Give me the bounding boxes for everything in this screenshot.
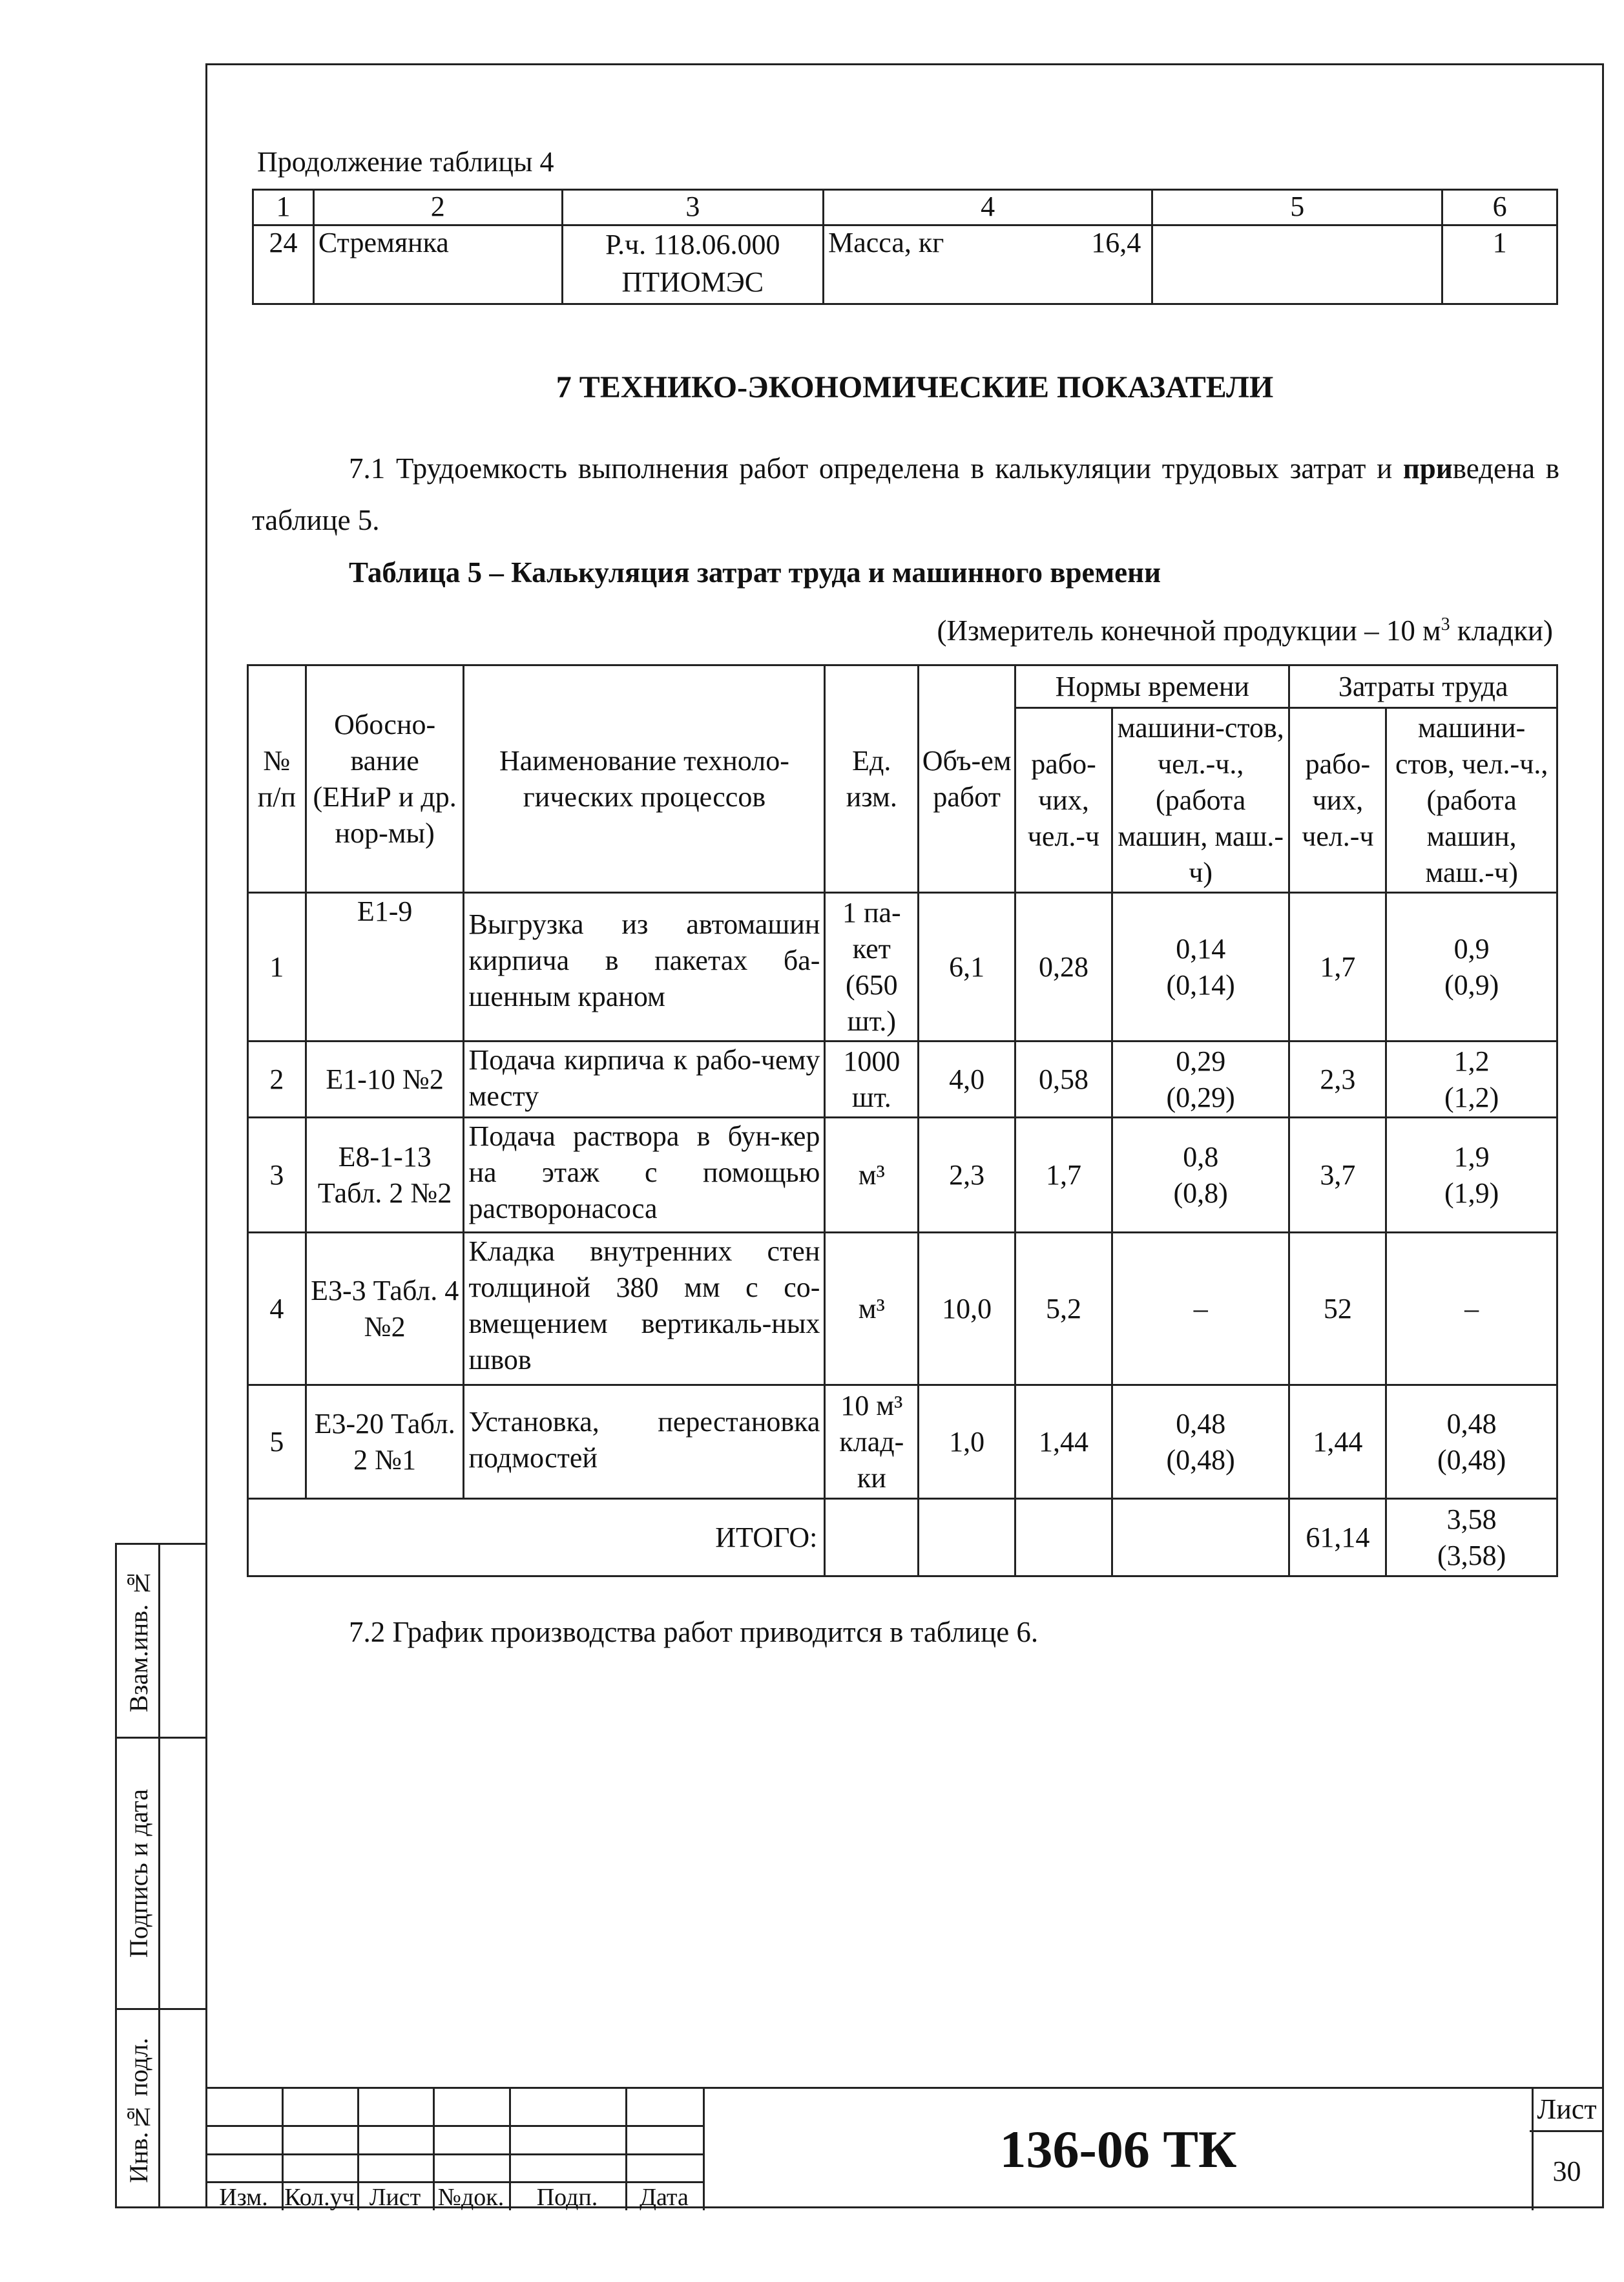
cell-volume: 2,3 — [919, 1118, 1015, 1233]
table4-header-cell: 2 — [313, 190, 562, 225]
grid-line — [205, 2153, 703, 2155]
cell-volume: 10,0 — [919, 1233, 1015, 1385]
cell-cost-machinists — [1386, 1118, 1557, 1233]
binding-cell-signature — [117, 1739, 205, 2010]
table4-cell-col5 — [1152, 225, 1442, 304]
table4-cell-param — [824, 225, 1152, 304]
cell-num: 2 — [248, 1042, 306, 1118]
cell-norm-workers: 0,58 — [1015, 1042, 1112, 1118]
title-block-revision-grid — [205, 2089, 703, 2210]
cell-cost-machinists — [1386, 1233, 1557, 1385]
cell-volume: 4,0 — [919, 1042, 1015, 1118]
table5 — [247, 664, 1558, 1577]
cell-basis: Е3-3 Табл. 4 №2 — [306, 1233, 464, 1385]
cell-basis: Е1-9 — [306, 893, 464, 1042]
cell-cost-workers: 3,7 — [1289, 1118, 1386, 1233]
title-block-col-label: Кол.уч — [284, 2184, 355, 2211]
total-empty-cell — [825, 1499, 919, 1576]
total-cost-machinists — [1386, 1499, 1557, 1576]
doc-code: 136-06 ТК — [999, 2120, 1237, 2179]
table-row — [253, 225, 1557, 304]
cell-norm-machinists — [1112, 893, 1289, 1042]
cell-unit: м³ — [825, 1118, 919, 1233]
total-empty-cell — [1015, 1499, 1112, 1576]
total-label: ИТОГО: — [248, 1499, 825, 1576]
cell-value: 3,58 — [1446, 1503, 1497, 1535]
cell-value: 0,9 — [1453, 932, 1490, 965]
sheet-number: 30 — [1552, 2155, 1581, 2187]
table4-cell-qty: 1 — [1442, 225, 1557, 304]
cell-basis: Е1-10 №2 — [306, 1042, 464, 1118]
paragraph-7-2: 7.2 График производства работ приводится в таблице 6. — [349, 1616, 1039, 1648]
table5-total-row — [248, 1499, 1557, 1576]
cell-name: Подача кирпича к рабо-чему месту — [464, 1042, 825, 1118]
paragraph-7-1-text-bold: при — [1402, 452, 1453, 485]
table-row — [248, 1233, 1557, 1385]
cell-basis: Е3-20 Табл. 2 №1 — [306, 1385, 464, 1499]
table5-header-name: Наименование техноло-гических процессов — [464, 665, 825, 893]
table5-header-basis: Обосно-вание (ЕНиР и др. нор-мы) — [306, 665, 464, 893]
cell-volume: 6,1 — [919, 893, 1015, 1042]
cell-volume: 1,0 — [919, 1385, 1015, 1499]
binding-label-signature: Подпись и дата — [124, 1788, 153, 1958]
title-block-doc-code-cell — [703, 2089, 1534, 2210]
cell-value: – — [1464, 1292, 1479, 1324]
cell-value-paren: (0,9) — [1444, 968, 1499, 1001]
title-block-sheet — [1530, 2089, 1604, 2210]
meter-prefix: (Измеритель конечной продукции – 10 м — [937, 614, 1441, 647]
cell-value: 1,9 — [1453, 1140, 1490, 1173]
sheet-label: Лист — [1530, 2089, 1604, 2132]
title-block-col-label: Подп. — [536, 2184, 598, 2211]
cell-value-paren: (0,48) — [1437, 1443, 1506, 1476]
title-block-col-label: Лист — [369, 2184, 421, 2211]
section-title: 7 ТЕХНИКО-ЭКОНОМИЧЕСКИЕ ПОКАЗАТЕЛИ — [556, 370, 1274, 404]
grid-line — [205, 2125, 703, 2127]
table5-header-costs: Затраты труда — [1289, 665, 1557, 708]
cell-num: 4 — [248, 1233, 306, 1385]
cell-basis: Е8-1-13 Табл. 2 №2 — [306, 1118, 464, 1233]
total-cost-workers: 61,14 — [1289, 1499, 1386, 1576]
cell-unit: м³ — [825, 1233, 919, 1385]
cell-value: 0,29 — [1176, 1045, 1226, 1077]
cell-name: Подача раствора в бун-кер на этаж с помощью растворонасоса — [464, 1118, 825, 1233]
table4-doc-line2: ПТИОМЭС — [621, 266, 764, 298]
cell-cost-workers: 2,3 — [1289, 1042, 1386, 1118]
table4-param-value: 16,4 — [1091, 227, 1141, 258]
table5-meter-note — [937, 614, 1553, 647]
cell-unit: 10 м³ клад-ки — [825, 1385, 919, 1499]
cell-value-paren: (3,58) — [1437, 1539, 1506, 1571]
cell-cost-workers: 52 — [1289, 1233, 1386, 1385]
cell-norm-workers: 1,7 — [1015, 1118, 1112, 1233]
cell-num: 5 — [248, 1385, 306, 1499]
cell-value-paren: (0,48) — [1166, 1443, 1235, 1476]
cell-value-paren: (1,9) — [1444, 1177, 1499, 1209]
cell-cost-workers: 1,7 — [1289, 893, 1386, 1042]
table5-header-row — [248, 665, 1557, 708]
table-row — [248, 1118, 1557, 1233]
cell-norm-machinists — [1112, 1233, 1289, 1385]
meter-suffix: кладки) — [1450, 614, 1553, 647]
cell-norm-workers: 1,44 — [1015, 1385, 1112, 1499]
cell-num: 3 — [248, 1118, 306, 1233]
title-block-col-label: Дата — [640, 2184, 689, 2211]
cell-norm-workers: 5,2 — [1015, 1233, 1112, 1385]
cell-value-paren: (0,8) — [1173, 1177, 1228, 1209]
cell-value: 1,2 — [1453, 1045, 1490, 1077]
cell-norm-workers: 0,28 — [1015, 893, 1112, 1042]
cell-name: Выгрузка из автомашин кирпича в пакетах ба-шенным краном — [464, 893, 825, 1042]
cell-unit: 1000 шт. — [825, 1042, 919, 1118]
table5-header-machinists: машини-стов, чел.-ч., (работа машин, маш.-ч) — [1112, 708, 1289, 893]
cell-cost-machinists — [1386, 1042, 1557, 1118]
table4-header-cell: 1 — [253, 190, 314, 225]
table4-cell-num: 24 — [253, 225, 314, 304]
cell-value: – — [1193, 1292, 1208, 1324]
cell-value-paren: (0,29) — [1166, 1081, 1235, 1113]
paragraph-7-1 — [252, 443, 1559, 546]
table5-header-workers: рабо-чих, чел.-ч — [1015, 708, 1112, 893]
total-empty-cell — [1112, 1499, 1289, 1576]
binding-label-replacement: Взам.инв. № — [124, 1569, 153, 1713]
table-row — [248, 1042, 1557, 1118]
table5-caption: Таблица 5 – Калькуляция затрат труда и машинного времени — [349, 556, 1161, 589]
total-empty-cell — [919, 1499, 1015, 1576]
meter-sup: 3 — [1441, 614, 1450, 634]
cell-value: 0,14 — [1176, 932, 1226, 965]
paragraph-7-1-text-b: ведена в таблице 5. — [252, 452, 1559, 536]
table5-header-machinists2: машини-стов, чел.-ч., (работа машин, маш.-ч) — [1386, 708, 1557, 893]
table-row — [248, 893, 1557, 1042]
table5-header-norms: Нормы времени — [1015, 665, 1289, 708]
cell-norm-machinists — [1112, 1385, 1289, 1499]
table4-param-label: Масса, кг — [828, 227, 944, 258]
table4-header-cell: 6 — [1442, 190, 1557, 225]
table4-header-row — [253, 190, 1557, 225]
table4-header-cell: 4 — [824, 190, 1152, 225]
table-row — [248, 1385, 1557, 1499]
binding-strip — [115, 1543, 205, 2208]
table5-header-num: № п/п — [248, 665, 306, 893]
table4-header-cell: 5 — [1152, 190, 1442, 225]
cell-cost-machinists — [1386, 1385, 1557, 1499]
table4-header-cell: 3 — [562, 190, 824, 225]
cell-norm-machinists — [1112, 1042, 1289, 1118]
table5-header-workers2: рабо-чих, чел.-ч — [1289, 708, 1386, 893]
cell-value: 0,8 — [1183, 1140, 1219, 1173]
cell-value-paren: (0,14) — [1166, 968, 1235, 1001]
binding-cell-replacement — [117, 1545, 205, 1739]
cell-cost-workers: 1,44 — [1289, 1385, 1386, 1499]
table5-header-unit: Ед. изм. — [825, 665, 919, 893]
cell-num: 1 — [248, 893, 306, 1042]
cell-value: 0,48 — [1176, 1407, 1226, 1439]
title-block — [205, 2087, 1604, 2210]
table4-cell-doc — [562, 225, 824, 304]
cell-norm-machinists — [1112, 1118, 1289, 1233]
cell-unit: 1 па-кет (650 шт.) — [825, 893, 919, 1042]
paragraph-7-1-text-a: 7.1 Трудоемкость выполнения работ определена в калькуляции трудовых затрат и — [349, 452, 1403, 485]
cell-cost-machinists — [1386, 893, 1557, 1042]
binding-label-inventory: Инв.№ подл. — [124, 2037, 153, 2183]
cell-value-paren: (1,2) — [1444, 1081, 1499, 1113]
binding-cell-inventory — [117, 2010, 205, 2210]
table5-header-volume: Объ-ем работ — [919, 665, 1015, 893]
title-block-col-label: №док. — [437, 2184, 505, 2211]
title-block-col-label: Изм. — [219, 2184, 268, 2211]
cell-value: 0,48 — [1446, 1407, 1497, 1439]
cell-name: Кладка внутренних стен толщиной 380 мм с со-вмещением вертикаль-ных швов — [464, 1233, 825, 1385]
cell-name: Установка, перестановка подмостей — [464, 1385, 825, 1499]
table4-cell-name: Стремянка — [313, 225, 562, 304]
table4-continuation-caption: Продолжение таблицы 4 — [257, 146, 554, 178]
table4 — [252, 189, 1558, 305]
table4-doc-line1: Р.ч. 118.06.000 — [605, 229, 780, 260]
